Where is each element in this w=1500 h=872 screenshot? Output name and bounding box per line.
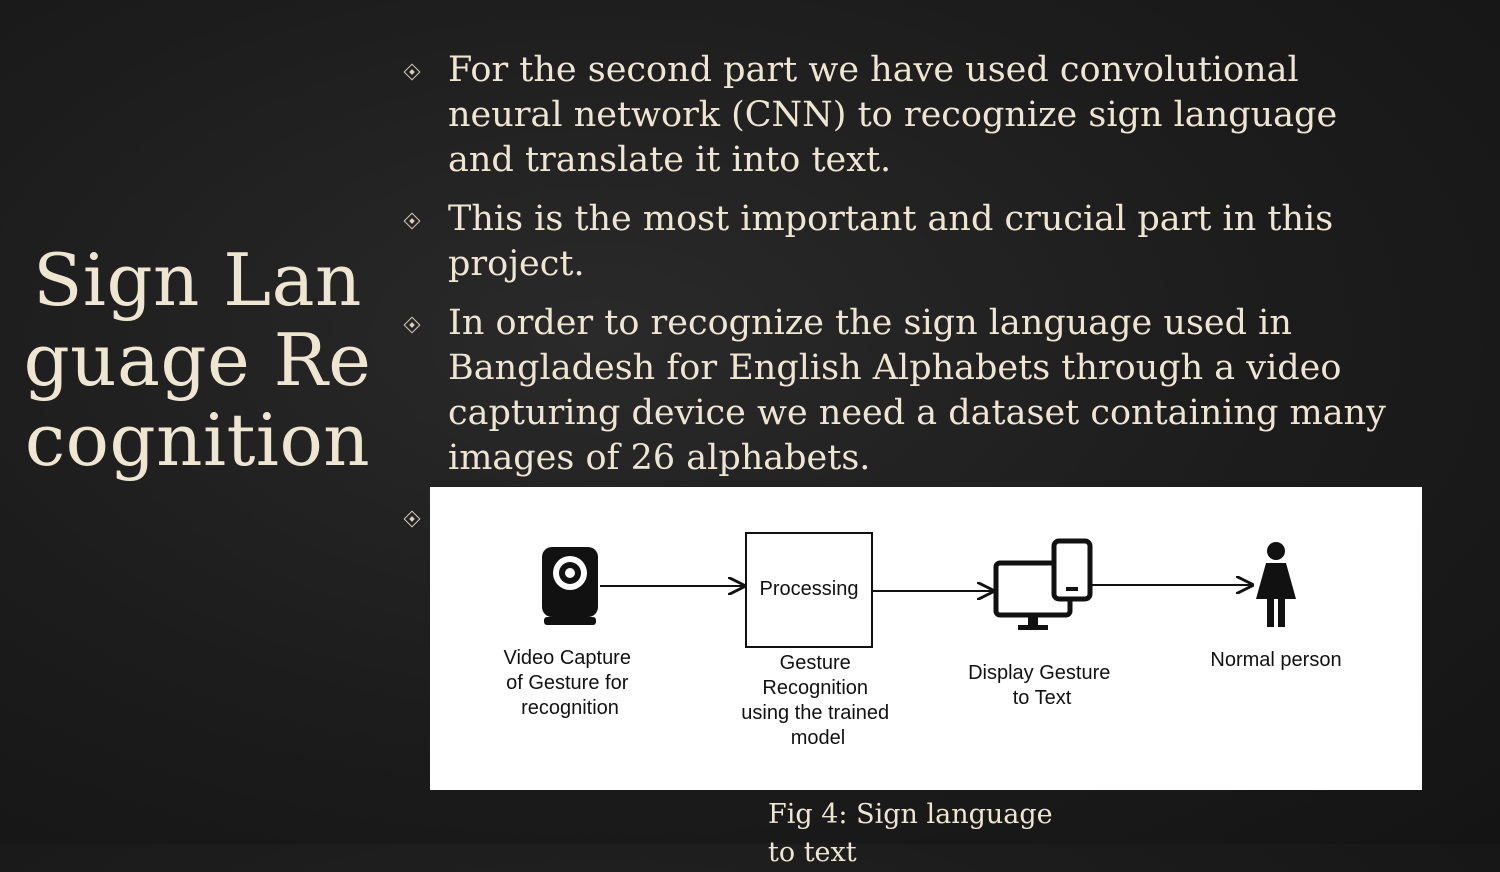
- bullet-list: [400, 48, 1400, 495]
- node-label-gesture-recognition: Gesture Recognition using the trained model: [741, 652, 890, 749]
- diamond-bullet-icon: [404, 64, 421, 81]
- bullet-item: [400, 197, 1400, 287]
- bullet-text: This is the most important and crucial part in this project.: [448, 199, 1334, 284]
- processing-box-label: Processing: [759, 578, 859, 600]
- person-icon: [1256, 542, 1296, 627]
- bullet-text: For the second part we have used convolutional neural network (CNN) to recognize sign language and translate it into text.: [448, 50, 1338, 180]
- bullet-item: [400, 48, 1400, 183]
- slide-title: Sign Language Recognition: [23, 238, 372, 482]
- flow-diagram: [430, 487, 1422, 790]
- figure-caption: Fig 4: Sign language to text: [768, 799, 1053, 868]
- diamond-bullet-icon: [404, 213, 421, 230]
- node-label-video-capture: Video Capture of Gesture for recognition: [503, 647, 631, 719]
- node-label-display-gesture: Display Gesture to Text: [968, 662, 1111, 709]
- monitor-phone-icon: [996, 541, 1090, 630]
- diamond-bullet-icon: [404, 511, 421, 528]
- bullet-item: [400, 301, 1400, 481]
- node-label-normal-person: Normal person: [1210, 649, 1342, 671]
- bullet-text: In order to recognize the sign language used in Bangladesh for English Alphabets through a video capturing device we need a dataset containing many images of 26 alphabets.: [448, 303, 1386, 478]
- webcam-icon: [542, 547, 598, 625]
- flow-diagram-figure: [430, 487, 1422, 790]
- diamond-bullet-icon: [404, 317, 421, 334]
